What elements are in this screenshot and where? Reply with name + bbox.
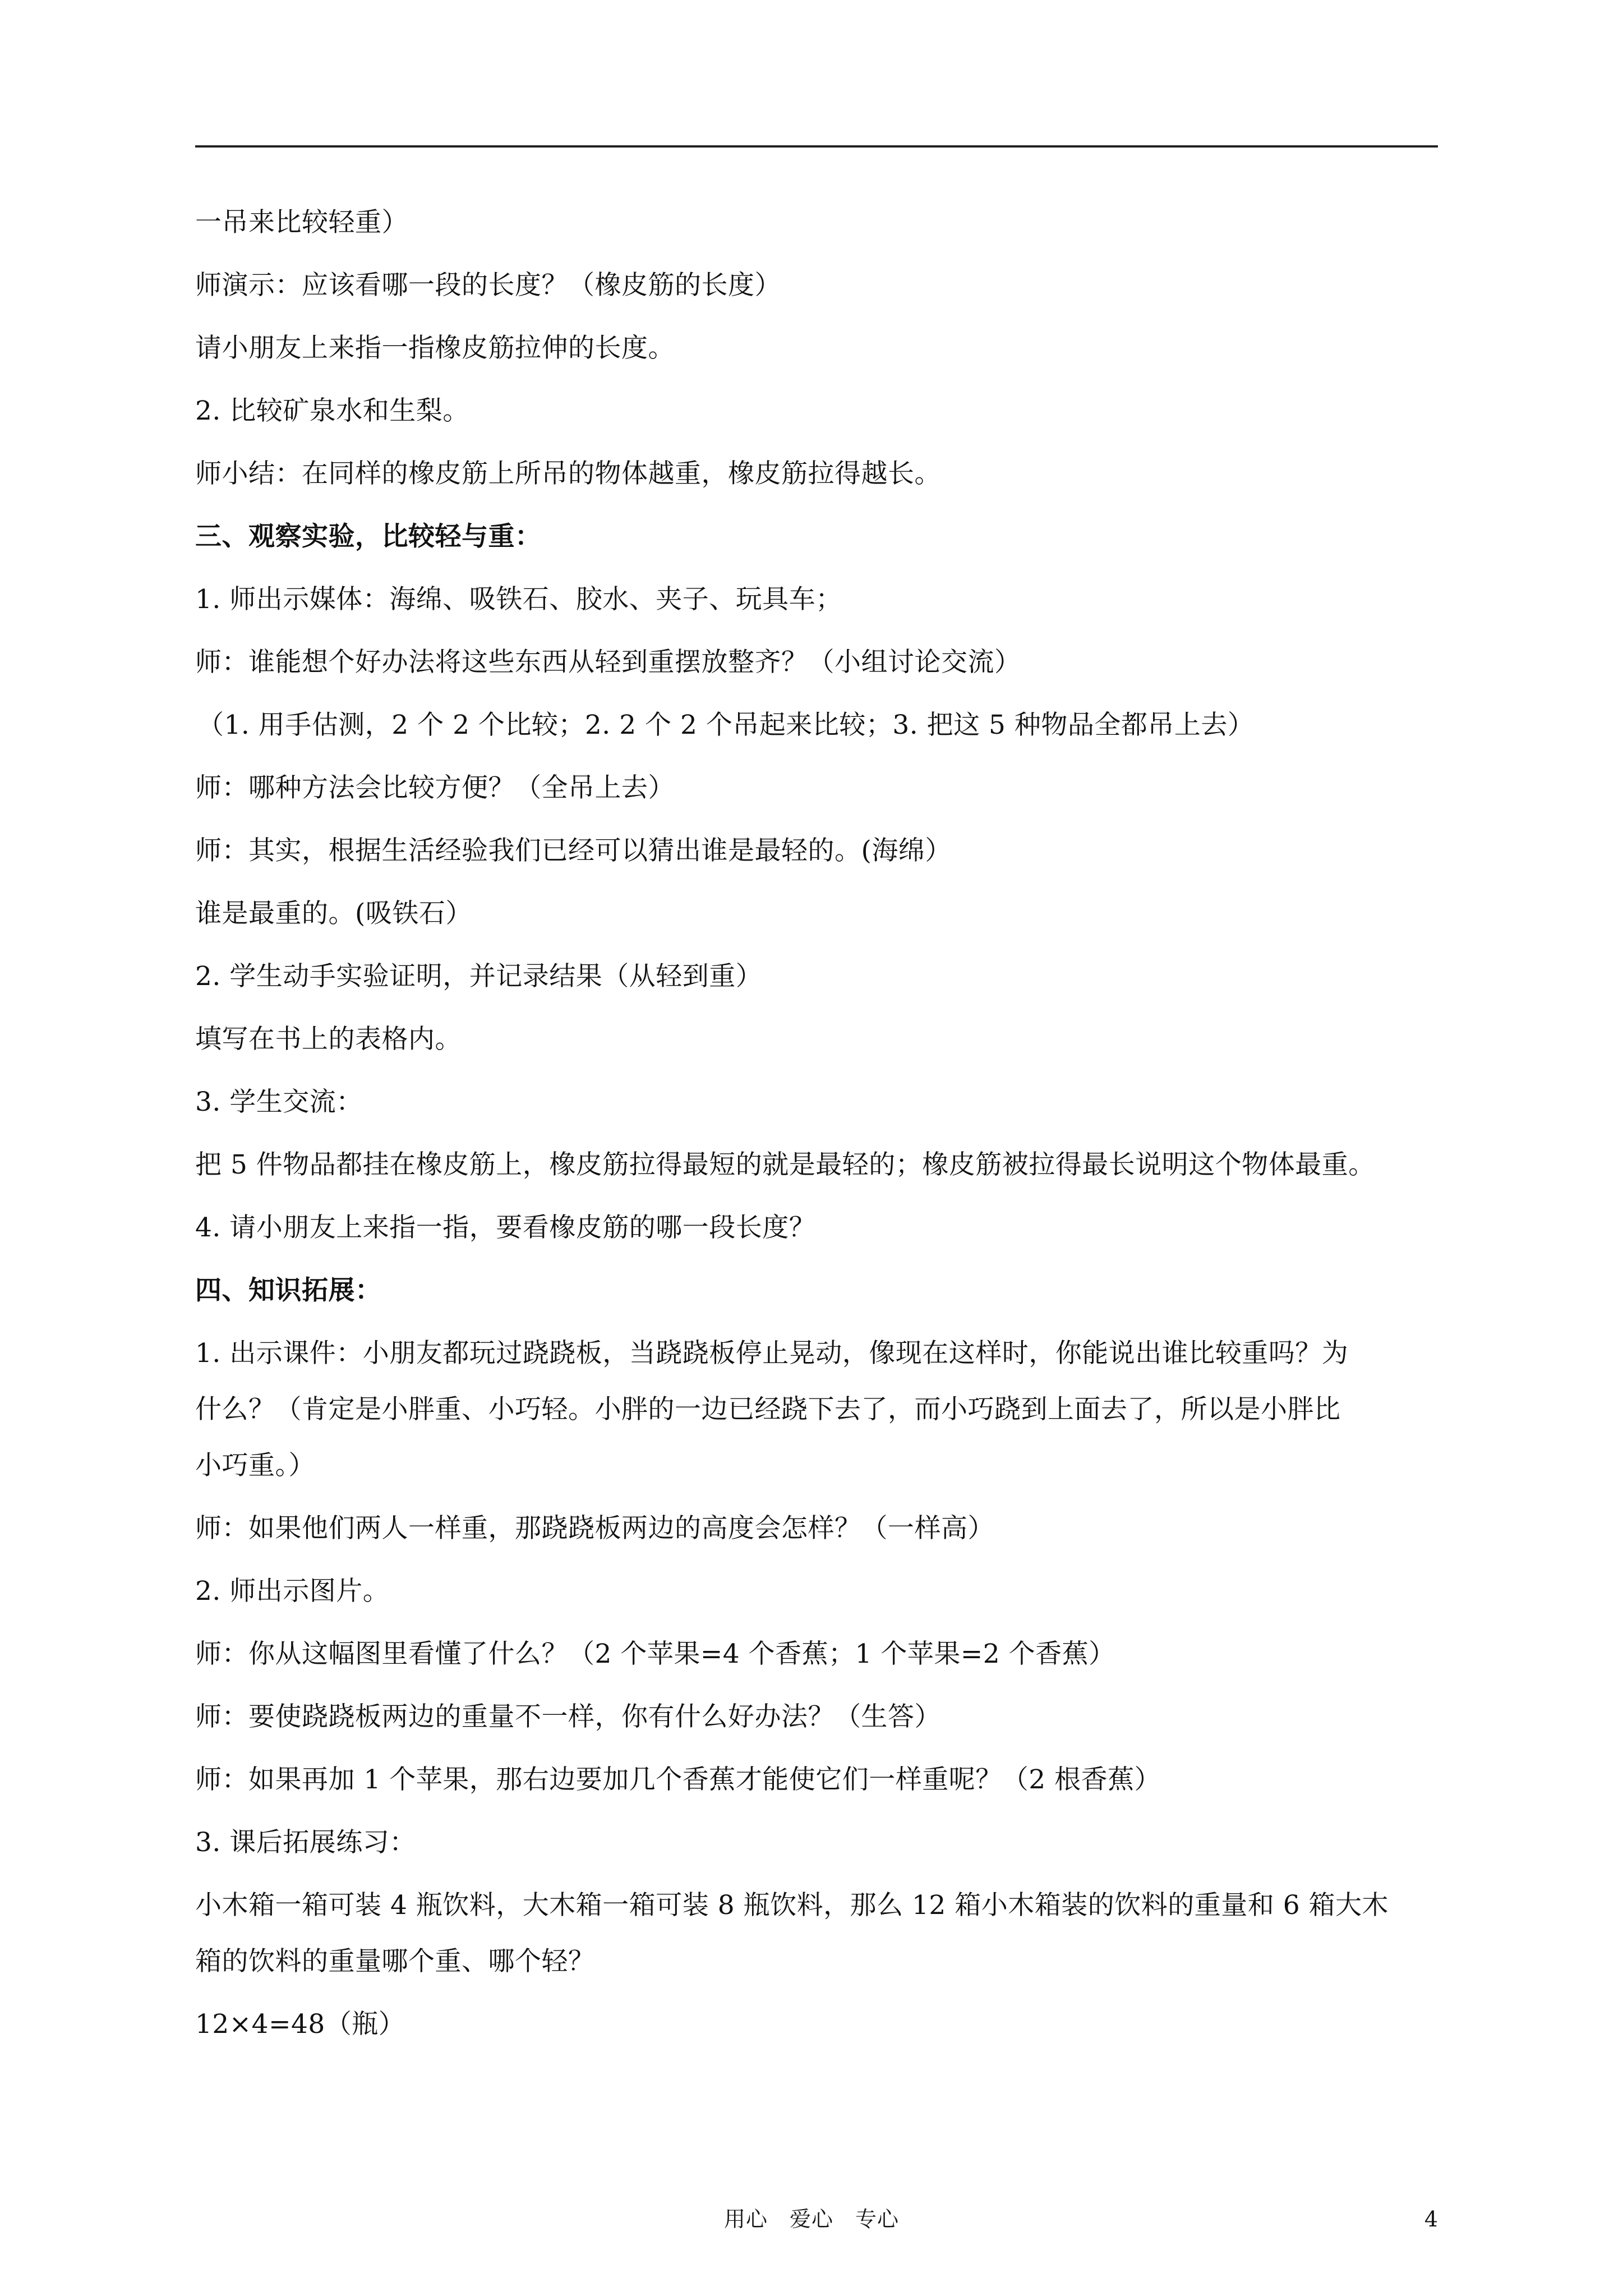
text-line: 1. 出示课件：小朋友都玩过跷跷板，当跷跷板停止晃动，像现在这样时，你能说出谁比较重吗？为 [195, 1338, 1349, 1369]
text-line: 师小结：在同样的橡皮筋上所吊的物体越重，橡皮筋拉得越长。 [195, 458, 941, 489]
text-line: 4. 请小朋友上来指一指，要看橡皮筋的哪一段长度？ [195, 1212, 816, 1243]
section-heading: 三、观察实验，比较轻与重： [195, 521, 542, 552]
text-line: 师：要使跷跷板两边的重量不一样，你有什么好办法？（生答） [195, 1701, 941, 1732]
document-body [195, 206, 1438, 2071]
footer-motto: 用心 爱心 专心 [723, 2207, 899, 2231]
text-line: 小巧重。） [195, 1450, 315, 1481]
text-line: 2. 师出示图片。 [195, 1576, 390, 1607]
text-line: 填写在书上的表格内。 [195, 1024, 462, 1055]
header-rule [195, 145, 1438, 148]
text-line: 12×4=48（瓶） [195, 2009, 405, 2040]
section-heading: 四、知识拓展： [195, 1275, 382, 1306]
text-line: 师：其实，根据生活经验我们已经可以猜出谁是最轻的。(海绵） [195, 835, 952, 866]
text-line: 2. 比较矿泉水和生梨。 [195, 395, 469, 426]
text-line: 师：谁能想个好办法将这些东西从轻到重摆放整齐？（小组讨论交流） [195, 647, 1021, 678]
text-line: 1. 师出示媒体：海绵、吸铁石、胶水、夹子、玩具车； [195, 584, 842, 615]
text-line: 师：如果再加 1 个苹果，那右边要加几个香蕉才能使它们一样重呢？（2 根香蕉） [195, 1764, 1161, 1795]
text-line: 把 5 件物品都挂在橡皮筋上，橡皮筋拉得最短的就是最轻的；橡皮筋被拉得最长说明这个物体最重。 [195, 1149, 1375, 1180]
text-line: 小木箱一箱可装 4 瓶饮料，大木箱一箱可装 8 瓶饮料，那么 12 箱小木箱装的饮料的重量和 6 箱大木 [195, 1890, 1389, 1921]
page-number: 4 [1424, 2207, 1438, 2231]
text-line: 3. 学生交流： [195, 1087, 363, 1117]
text-line: 一吊来比较轻重） [195, 207, 408, 238]
text-line: 3. 课后拓展练习： [195, 1827, 416, 1858]
text-line: 谁是最重的。(吸铁石） [195, 898, 472, 929]
text-line: （1. 用手估测，2 个 2 个比较；2. 2 个 2 个吊起来比较；3. 把这 5 种物品全都吊上去） [197, 710, 1255, 740]
text-line: 师：如果他们两人一样重，那跷跷板两边的高度会怎样？（一样高） [195, 1513, 994, 1544]
text-line: 请小朋友上来指一指橡皮筋拉伸的长度。 [195, 333, 675, 364]
text-line: 师：哪种方法会比较方便？（全吊上去） [195, 772, 675, 803]
text-line: 2. 学生动手实验证明，并记录结果（从轻到重） [195, 961, 763, 992]
text-line: 师：你从这幅图里看懂了什么？（2 个苹果=4 个香蕉；1 个苹果=2 个香蕉） [195, 1639, 1115, 1669]
text-line: 什么？（肯定是小胖重、小巧轻。小胖的一边已经跷下去了，而小巧跷到上面去了，所以是小胖比 [195, 1394, 1341, 1425]
text-line: 箱的饮料的重量哪个重、哪个轻？ [195, 1946, 595, 1977]
text-line: 师演示：应该看哪一段的长度？（橡皮筋的长度） [195, 270, 781, 301]
